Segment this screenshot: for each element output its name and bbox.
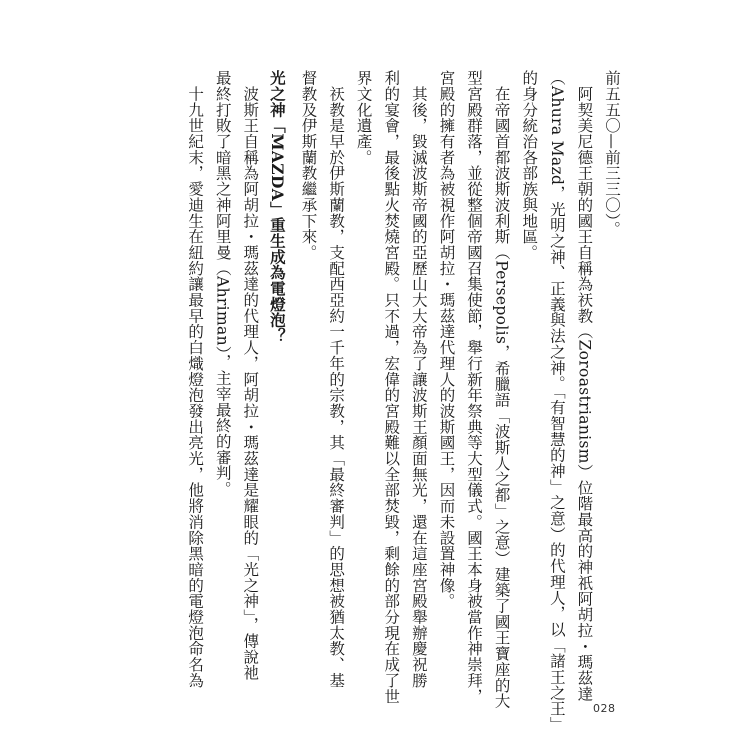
text-line: 宮殿的擁有者為被視作阿胡拉・瑪茲達代理人的波斯國王，因而未設置神像。 (437, 70, 456, 609)
text-line: 在帝國首都波斯波利斯（Persepolis，希臘語「波斯人之都」之意）建築了國王寶座的大 (492, 70, 511, 709)
section-heading: 光之神「MAZDA」重生成為電燈泡？ (267, 70, 287, 344)
text-line: 最終打敗了暗黑之神阿里曼（Ahriman），主宰最終的審判。 (213, 70, 232, 497)
text-line: 十九世紀末，愛迪生在紐約讓最早的白熾燈泡發出亮光，他將消除黑暗的電燈泡命名為 (186, 70, 205, 689)
text-line: 其後，毀滅波斯帝國的亞歷山大大帝為了讓波斯王顏面無光，還在這座宮殿舉辦慶祝勝 (409, 70, 428, 689)
page-number: 028 (593, 702, 616, 715)
text-line: 波斯王自稱為阿胡拉・瑪茲達的代理人，阿胡拉・瑪茲達是耀眼的「光之神」，傳說祂 (241, 70, 260, 681)
text-line: （Ahura Mazd，光明之神、正義與法之神。「有智慧的神」之意）的代理人，以「諸王之王」 (547, 70, 566, 733)
text-line: 前五五〇—前三三〇）。 (603, 70, 621, 237)
text-line: 祆教是早於伊斯蘭教，支配西亞約一千年的宗教，其「最終審判」的思想被猶太教、基 (327, 70, 346, 689)
text-line: 的身分統治各部族與地區。 (520, 70, 539, 261)
text-line: 界文化遺產。 (354, 70, 373, 166)
text-line: 型宮殿群落，並從整個帝國召集使節，舉行新年祭典等大型儀式。國王本身被當作神崇拜， (465, 70, 484, 704)
text-line: 督教及伊斯蘭教繼承下來。 (299, 70, 318, 261)
text-line: 利的宴會，最後點火焚燒宮殿。只不過，宏偉的宮殿難以全部焚毀，剩餘的部分現在成了世 (382, 70, 401, 704)
text-line: 阿契美尼德王朝的國王自稱為祆教（Zoroastrianism）位階最高的神祇阿胡拉・瑪茲達 (575, 70, 594, 702)
